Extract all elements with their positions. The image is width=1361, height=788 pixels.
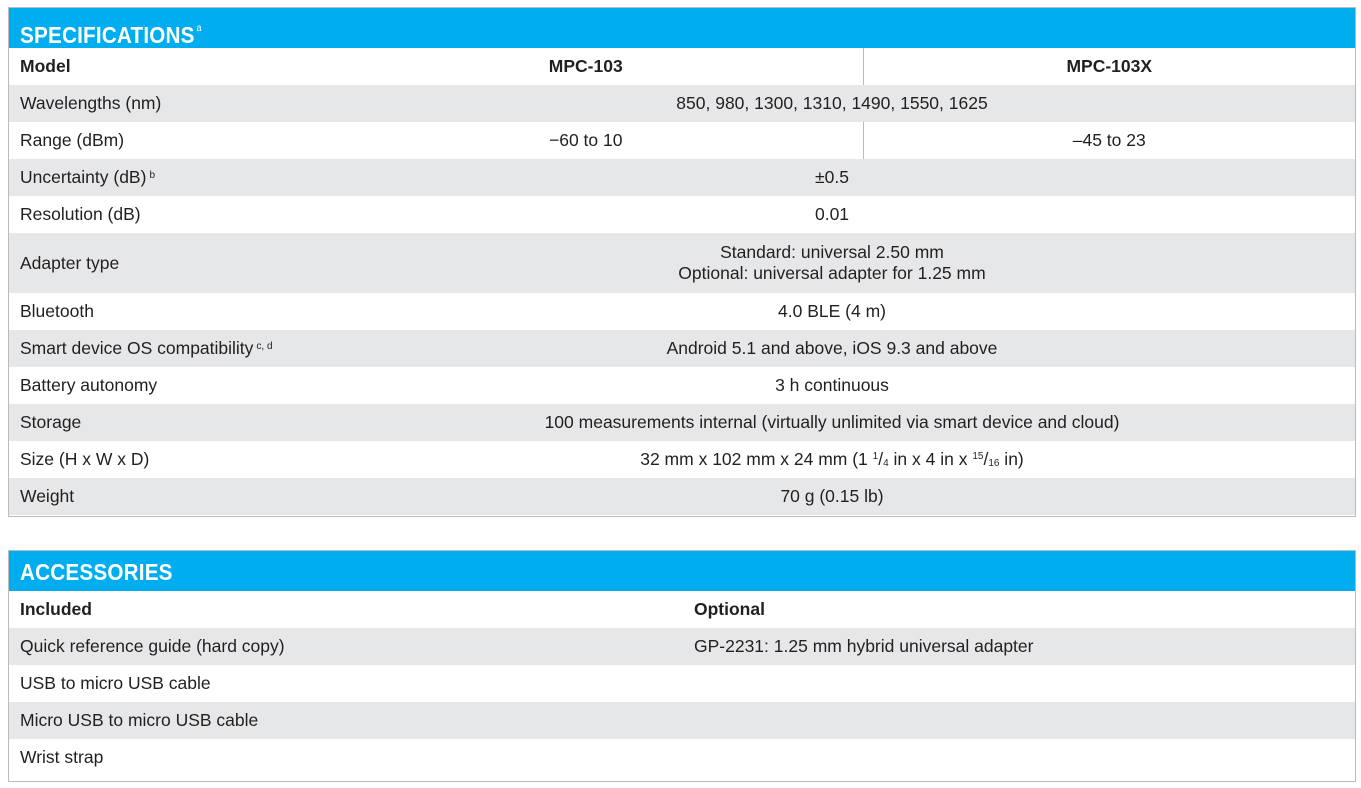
table-row-storage (9, 404, 1355, 441)
fraction-numerator: 15 (972, 451, 984, 462)
uncertainty-label: Uncertainty (dB) (20, 167, 147, 187)
accessories-title: ACCESSORIES (20, 559, 173, 585)
row-value: 0.01 (814, 204, 850, 224)
row-value: 3 h continuous (775, 375, 889, 395)
row-value (309, 441, 1355, 478)
fraction-denominator: 4 (883, 458, 889, 469)
table-row-size (9, 441, 1355, 478)
included-item: Quick reference guide (hard copy) (9, 628, 683, 665)
optional-item: GP-2231: 1.25 mm hybrid universal adapter (683, 628, 1355, 665)
table-row-header (9, 591, 1355, 628)
optional-item (683, 665, 1355, 702)
table-row (9, 739, 1355, 776)
fraction-slash: / (878, 449, 884, 469)
table-row-battery (9, 367, 1355, 404)
range-mpc-103x: –45 to 23 (863, 122, 1355, 159)
included-item: Wrist strap (20, 747, 104, 767)
included-header: Included (20, 599, 92, 619)
specifications-title: SPECIFICATIONS (20, 22, 195, 48)
fraction-numerator: 1 (872, 451, 879, 462)
size-text: in) (999, 449, 1024, 469)
row-value: ±0.5 (309, 159, 1355, 196)
included-item: Micro USB to micro USB cable (9, 702, 683, 739)
row-label: Weight (9, 478, 309, 515)
row-label (9, 330, 309, 367)
accessories-title-bar (9, 551, 1355, 591)
row-label: Model (20, 56, 71, 76)
footnote-marker: b (149, 170, 155, 181)
row-label: Resolution (dB) (20, 204, 141, 224)
table-row-resolution (9, 196, 1355, 233)
row-label: Range (dBm) (20, 130, 125, 150)
row-label: Bluetooth (20, 301, 94, 321)
fraction-slash: / (983, 449, 989, 469)
row-label: Storage (9, 404, 309, 441)
table-row-adapter-type (9, 233, 1355, 293)
table-row-os-compatibility (9, 330, 1355, 367)
row-label: Adapter type (9, 233, 309, 293)
table-row-wavelengths (9, 85, 1355, 122)
row-value: Android 5.1 and above, iOS 9.3 and above (309, 330, 1355, 367)
row-label (9, 159, 309, 196)
row-label: Size (H x W x D) (20, 449, 150, 469)
table-row-weight (9, 478, 1355, 515)
optional-item (683, 702, 1355, 739)
table-row-bluetooth (9, 293, 1355, 330)
specifications-panel (8, 7, 1356, 517)
specifications-title-bar (9, 8, 1355, 48)
table-row-model (9, 48, 1355, 85)
row-label: Wavelengths (nm) (9, 85, 309, 122)
range-mpc-103: −60 to 10 (549, 130, 623, 150)
row-value: 70 g (0.15 lb) (309, 478, 1355, 515)
model-mpc-103x: MPC-103X (863, 48, 1355, 85)
os-label: Smart device OS compatibility (20, 338, 254, 358)
row-value (309, 233, 1355, 293)
table-row (9, 665, 1355, 702)
optional-item (683, 739, 1355, 776)
adapter-optional: Optional: universal adapter for 1.25 mm (678, 263, 986, 283)
table-row-range (9, 122, 1355, 159)
row-value: 850, 980, 1300, 1310, 1490, 1550, 1625 (309, 85, 1355, 122)
accessories-panel (8, 550, 1356, 782)
footnote-marker: c, d (256, 341, 273, 352)
size-text: 32 mm x 102 mm x 24 mm (1 (640, 449, 873, 469)
table-row (9, 628, 1355, 665)
row-value: 4.0 BLE (4 m) (778, 301, 886, 321)
table-row (9, 702, 1355, 739)
row-label: Battery autonomy (20, 375, 158, 395)
size-text: in x 4 in x (888, 449, 973, 469)
fraction-denominator: 16 (988, 458, 1000, 469)
specifications-title-footnote: a (196, 23, 202, 34)
model-mpc-103: MPC-103 (548, 56, 623, 76)
accessories-table (9, 591, 1355, 776)
adapter-standard: Standard: universal 2.50 mm (720, 242, 944, 262)
optional-header: Optional (694, 599, 765, 619)
table-row-uncertainty (9, 159, 1355, 196)
included-item: USB to micro USB cable (20, 673, 211, 693)
specifications-table (9, 48, 1355, 515)
row-value: 100 measurements internal (virtually unlimited via smart device and cloud) (309, 404, 1355, 441)
